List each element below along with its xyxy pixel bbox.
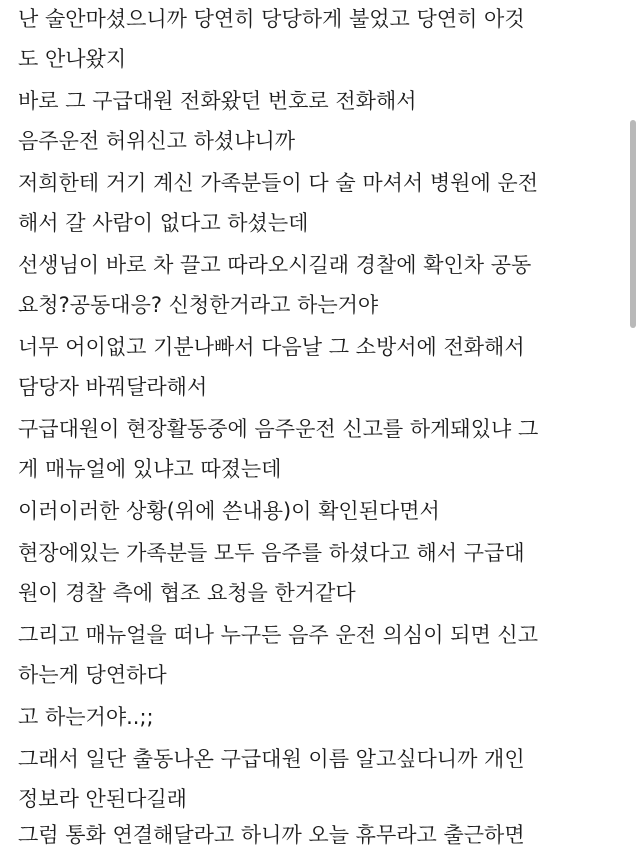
text-line: 그래서 일단 출동나온 구급대원 이름 알고싶다니까 개인 xyxy=(18,747,525,771)
text-line: 원이 경찰 측에 협조 요청을 한거같다 xyxy=(18,581,356,605)
text-line: 너무 어이없고 기분나빠서 다음날 그 소방서에 전화해서 xyxy=(18,335,525,359)
text-line: 현장에있는 가족분들 모두 음주를 하셨다고 해서 구급대 xyxy=(18,541,525,565)
text-line: 게 매뉴얼에 있냐고 따졌는데 xyxy=(18,457,282,481)
text-line: 그리고 매뉴얼을 떠나 누구든 음주 운전 의심이 되면 신고 xyxy=(18,623,538,647)
text-line: 하는게 당연하다 xyxy=(18,663,167,687)
text-line: 난 술안마셨으니까 당연히 당당하게 불었고 당연히 아것 xyxy=(18,7,525,31)
text-line: 고 하는거야..;; xyxy=(18,705,154,729)
text-line: 구급대원이 현장활동중에 음주운전 신고를 하게돼있냐 그 xyxy=(18,417,539,441)
text-line: 저희한테 거기 계신 가족분들이 다 술 마셔서 병원에 운전 xyxy=(18,171,538,195)
text-line: 음주운전 허위신고 하셨냐니까 xyxy=(18,129,296,153)
text-line: 정보라 안된다길래 xyxy=(18,787,187,811)
text-line: 그럼 통화 연결해달라고 하니까 오늘 휴무라고 출근하면 xyxy=(18,823,525,847)
text-line: 요청?공동대응? 신청한거라고 하는거야 xyxy=(18,293,379,317)
text-line: 바로 그 구급대원 전화왔던 번호로 전화해서 xyxy=(18,89,417,113)
text-line: 이러이러한 상황(위에 쓴내용)이 확인된다면서 xyxy=(18,499,440,523)
text-line: 해서 갈 사람이 없다고 하셨는데 xyxy=(18,211,309,235)
text-line: 담당자 바꿔달라해서 xyxy=(18,375,208,399)
scrollbar-thumb[interactable] xyxy=(630,120,636,328)
text-line: 도 안나왔지 xyxy=(18,47,127,71)
text-line: 선생님이 바로 차 끌고 따라오시길래 경찰에 확인차 공동 xyxy=(18,253,532,277)
